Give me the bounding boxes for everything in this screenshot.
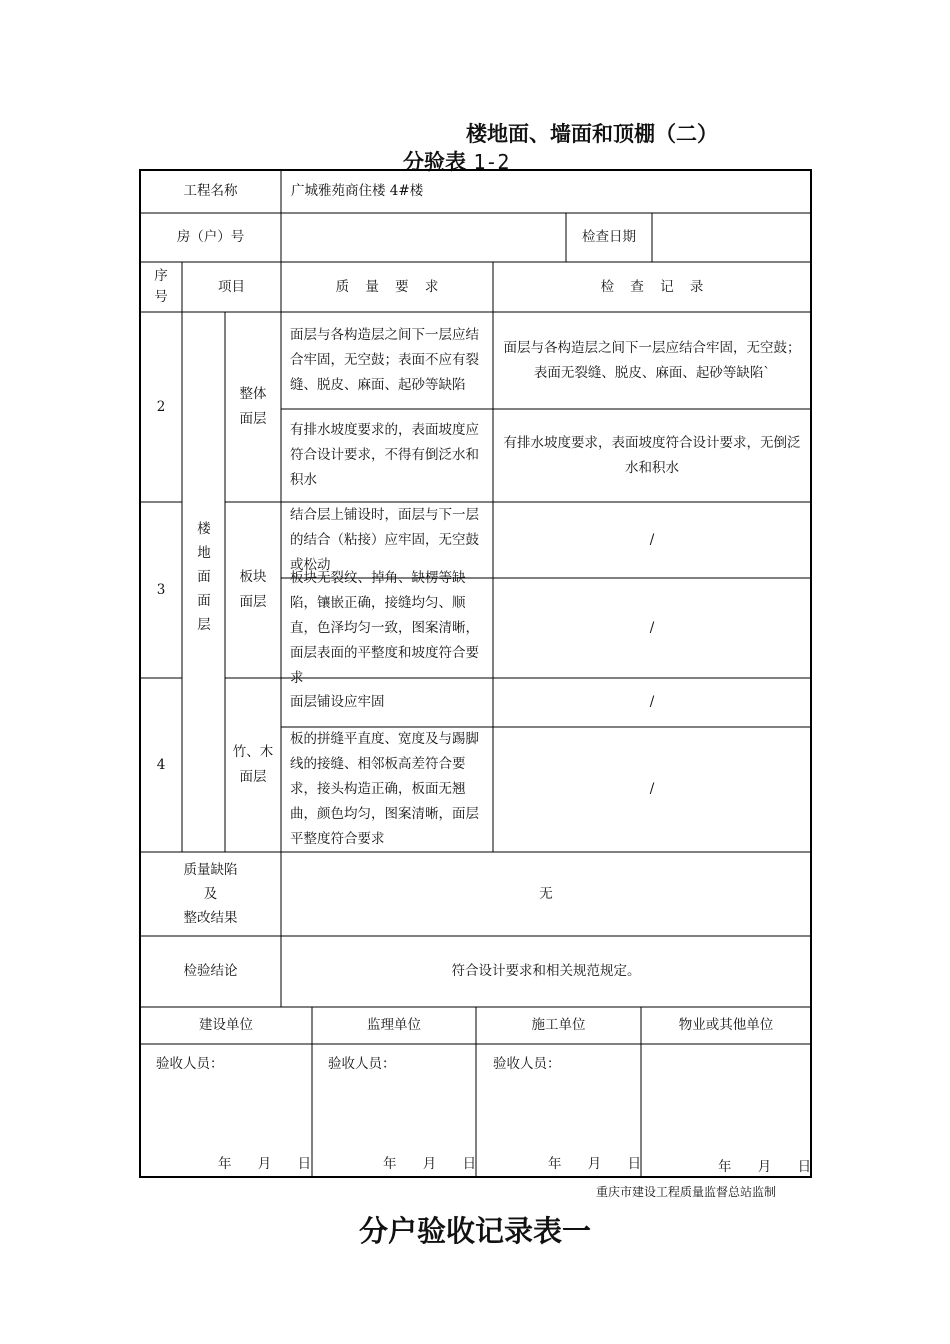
column-requirement: 质 量 要 求: [335, 278, 439, 295]
column-seq: 序号: [154, 268, 168, 305]
project-name-label: 工程名称: [183, 183, 238, 199]
record-cell: /: [649, 781, 655, 797]
defects-label-line: 质量缺陷: [183, 862, 238, 878]
unit-contractor: 施工单位: [531, 1017, 586, 1033]
category-label: 楼地面面层: [197, 521, 211, 633]
defects-label-line: 整改结果: [183, 910, 238, 926]
column-record: 检 查 记 录: [600, 278, 704, 295]
sign-date: 年 月 日: [718, 1159, 812, 1175]
acceptor-label: 验收人员：: [156, 1056, 224, 1072]
form-subtitle-prefix: 分验表: [403, 149, 466, 174]
requirement-cell: 结合层上铺设时，面层与下一层的结合（粘接）应牢固，无空鼓或松动: [290, 506, 479, 573]
room-number-value: [281, 213, 566, 262]
conclusion-value: 符合设计要求和相关规范规定。: [451, 963, 641, 979]
requirement-cell: 板块无裂纹、掉角、缺楞等缺陷，镶嵌正确，接缝均匀、顺直，色泽均匀一致，图案清晰，面层表面的平整度和坡度符合要求: [290, 569, 479, 686]
record-cell: 有排水坡度要求，表面坡度符合设计要求，无倒泛 水和积水: [503, 434, 801, 476]
group-name: 整体面层: [239, 386, 267, 427]
requirement-cell: 有排水坡度要求的，表面坡度应符合设计要求，不得有倒泛水和积水: [290, 422, 479, 488]
record-cell: 面层与各构造层之间下一层应结合牢固，无空鼓；表面无裂缝、脱皮、麻面、起砂等缺陷`: [503, 339, 801, 381]
sign-date: 年 月 日: [548, 1156, 642, 1172]
requirement-cell: 面层与各构造层之间下一层应结合牢固，无空鼓；表面不应有裂缝、脱皮、麻面、起砂等缺陷: [290, 327, 479, 393]
section-title: 分户验收记录表一: [358, 1214, 591, 1248]
unit-supervision: 监理单位: [367, 1017, 421, 1033]
column-item: 项目: [218, 278, 245, 295]
project-name-value: 广城雅苑商住楼 4#楼: [291, 183, 424, 199]
inspection-date-value: [652, 213, 811, 262]
group-name: 竹、木面层: [232, 744, 274, 785]
record-cell: /: [649, 619, 655, 636]
unit-property: 物业或其他单位: [678, 1017, 774, 1033]
group-name: 板块面层: [239, 569, 267, 610]
group-seq: 3: [156, 581, 166, 598]
defects-label-line: 及: [203, 886, 218, 902]
requirement-cell: 板的拼缝平直度、宽度及与踢脚线的接缝、相邻板高差符合要求，接头构造正确，板面无翘曲，颜色均匀，图案清晰，面层平整度符合要求: [290, 731, 479, 847]
acceptor-label: 验收人员：: [493, 1056, 561, 1072]
conclusion-label: 检验结论: [183, 963, 238, 979]
record-cell: /: [649, 694, 655, 710]
inspection-date-label: 检查日期: [582, 229, 636, 245]
unit-construction: 建设单位: [199, 1017, 253, 1033]
defects-value: 无: [539, 885, 553, 902]
footer-note: 重庆市建设工程质量监督总站监制: [596, 1185, 777, 1199]
requirement-cell: 面层铺设应牢固: [290, 694, 385, 710]
room-number-label: 房（户）号: [176, 229, 245, 245]
form-code: 1-2: [473, 150, 510, 174]
sign-date: 年 月 日: [383, 1156, 477, 1172]
group-seq: 4: [156, 756, 166, 773]
sign-date: 年 月 日: [218, 1156, 312, 1172]
defects-label: [140, 852, 281, 936]
record-cell: /: [649, 531, 655, 548]
form-title: 楼地面、墙面和顶棚（二）: [466, 121, 718, 146]
group-seq: 2: [156, 398, 166, 415]
acceptor-label: 验收人员：: [328, 1056, 396, 1072]
